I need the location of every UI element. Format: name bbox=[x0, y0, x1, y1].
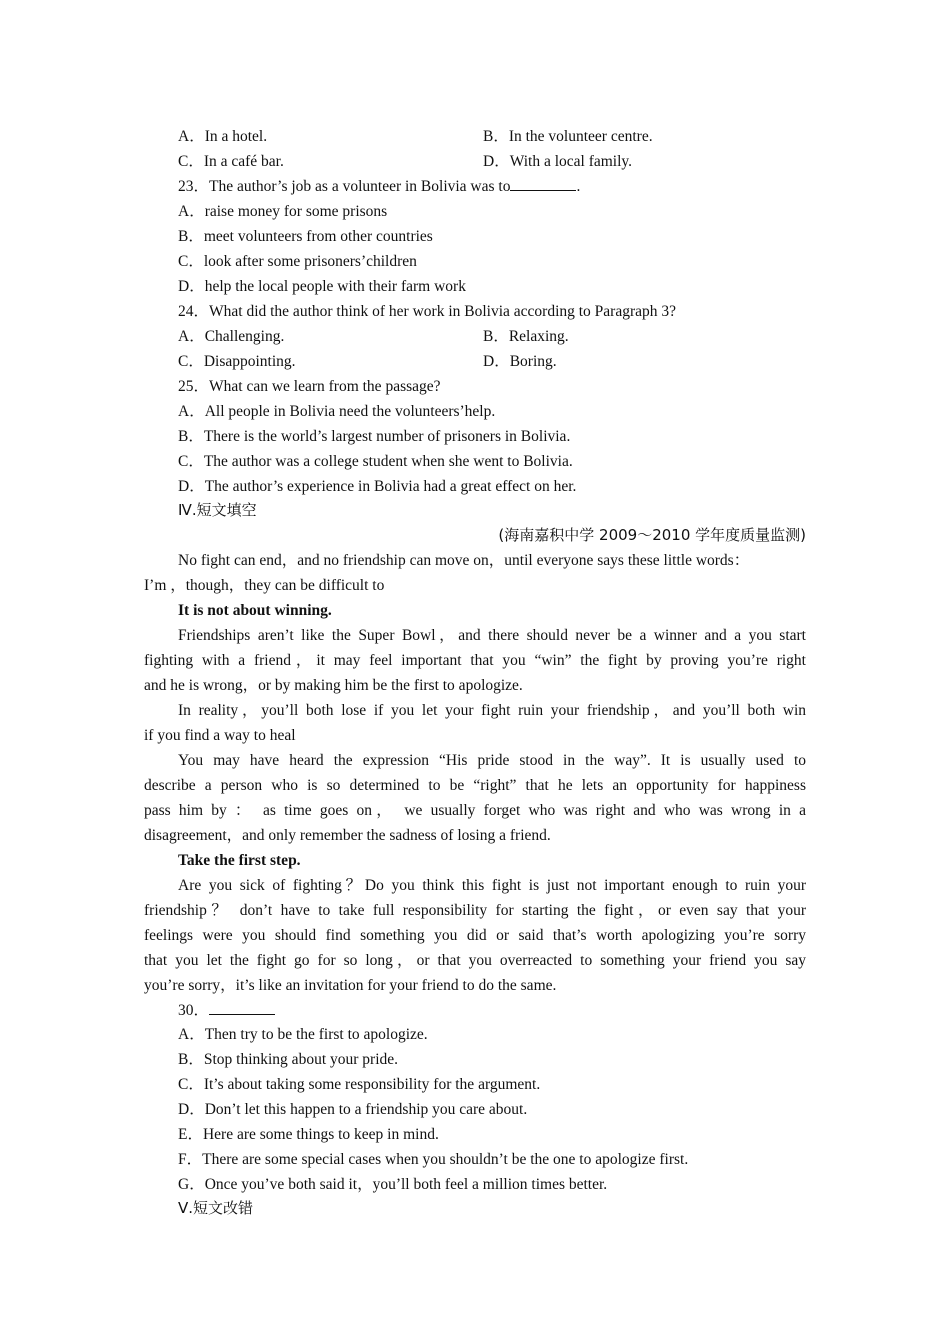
passage-p5-line2: friendship？ don’t have to take full responsibility for starting the fight，or even say that your bbox=[144, 902, 806, 919]
option-e: E．Here are some things to keep in mind. bbox=[178, 1126, 439, 1143]
section-5-heading: Ⅴ.短文改错 bbox=[178, 1199, 254, 1217]
passage-p4-line3: pass him by ： as time goes on， we usually forget who was right and who was wrong in a bbox=[144, 802, 806, 819]
passage-p2-line1: Friendships aren’t like the Super Bowl，and there should never be a winner and a you start bbox=[178, 627, 806, 644]
source-note: (海南嘉积中学 2009～2010 学年度质量监测) bbox=[498, 526, 806, 544]
passage-p4-line1: You may have heard the expression “His pride stood in the way”. It is usually used to bbox=[178, 752, 806, 769]
option-d: D．Don’t let this happen to a friendship you care about. bbox=[178, 1101, 528, 1118]
passage-p3-line1: In reality，you’ll both lose if you let your fight ruin your friendship，and you’ll both win bbox=[178, 702, 806, 719]
q24-option-b: B．Relaxing. bbox=[483, 328, 569, 345]
subheading-not-winning: It is not about winning. bbox=[178, 602, 332, 619]
q23-stem-text: 23．The author’s job as a volunteer in Bolivia was to bbox=[178, 178, 511, 195]
q25-stem: 25．What can we learn from the passage? bbox=[178, 378, 441, 395]
q22-option-c: C．In a café bar. bbox=[178, 153, 284, 170]
passage-p5-line4: that you let the fight go for so long，or that you overreacted to something your friend you say bbox=[144, 952, 806, 969]
q23-option-b: B．meet volunteers from other countries bbox=[178, 228, 433, 245]
passage-p2-line3: and he is wrong，or by making him be the first to apologize. bbox=[144, 677, 523, 694]
question-30 bbox=[178, 998, 806, 1023]
q24-option-c: C．Disappointing. bbox=[178, 353, 296, 370]
q23-option-c: C．look after some prisoners’children bbox=[178, 253, 417, 270]
q24-option-d: D．Boring. bbox=[483, 353, 557, 370]
question-30-number: 30． bbox=[178, 1002, 210, 1019]
passage-p5-line1: Are you sick of fighting？Do you think this fight is just not important enough to ruin your bbox=[178, 877, 806, 894]
q25-option-d: D．The author’s experience in Bolivia had a great effect on her. bbox=[178, 478, 577, 495]
subheading-first-step: Take the first step. bbox=[178, 852, 301, 869]
q22-option-b: B．In the volunteer centre. bbox=[483, 128, 653, 145]
option-f: F．There are some special cases when you shouldn’t be the one to apologize first. bbox=[178, 1151, 689, 1168]
q23-option-d: D．help the local people with their farm work bbox=[178, 278, 466, 295]
passage-p3-line2: if you find a way to heal bbox=[144, 727, 296, 744]
passage-p4-line2: describe a person who is so determined to be “right” that he lets an opportunity for happiness bbox=[144, 777, 806, 794]
option-g: G．Once you’ve both said it，you’ll both feel a million times better. bbox=[178, 1176, 608, 1193]
q23-stem-end: . bbox=[576, 178, 581, 195]
q22-option-row-1 bbox=[178, 124, 806, 149]
q22-option-a: A．In a hotel. bbox=[178, 128, 268, 145]
q25-option-b: B．There is the world’s largest number of prisoners in Bolivia. bbox=[178, 428, 571, 445]
q25-option-a: A．All people in Bolivia need the volunteers’help. bbox=[178, 403, 496, 420]
answer-blank bbox=[510, 175, 576, 191]
passage-p1-line1: No fight can end，and no friendship can move on，until everyone says these little words： bbox=[178, 552, 750, 569]
passage-p2-line2: fighting with a friend，it may feel important that you “win” the fight by proving you’re right bbox=[144, 652, 806, 669]
q24-stem: 24．What did the author think of her work in Bolivia according to Paragraph 3? bbox=[178, 303, 677, 320]
section-4-heading: Ⅳ.短文填空 bbox=[178, 501, 257, 519]
q22-option-row-2 bbox=[178, 149, 806, 174]
answer-blank bbox=[209, 999, 275, 1015]
passage-p4-line4: disagreement，and only remember the sadness of losing a friend. bbox=[144, 827, 551, 844]
q22-option-d: D．With a local family. bbox=[483, 153, 633, 170]
option-b: B．Stop thinking about your pride. bbox=[178, 1051, 399, 1068]
q24-option-a: A．Challenging. bbox=[178, 328, 285, 345]
q24-option-row-2 bbox=[178, 349, 806, 374]
q23-stem bbox=[178, 174, 806, 199]
q24-option-row-1 bbox=[178, 324, 806, 349]
q25-option-c: C．The author was a college student when she went to Bolivia. bbox=[178, 453, 573, 470]
passage-p5-line3: feelings were you should find something you did or said that’s worth apologizing you’re sorry bbox=[144, 927, 806, 944]
q23-option-a: A．raise money for some prisons bbox=[178, 203, 388, 220]
passage-p1-line2: I’m ，though，they can be difficult to bbox=[144, 577, 385, 594]
option-c: C．It’s about taking some responsibility for the argument. bbox=[178, 1076, 541, 1093]
passage-p5-line5: you’re sorry，it’s like an invitation for your friend to do the same. bbox=[144, 977, 557, 994]
option-a: A．Then try to be the first to apologize. bbox=[178, 1026, 428, 1043]
